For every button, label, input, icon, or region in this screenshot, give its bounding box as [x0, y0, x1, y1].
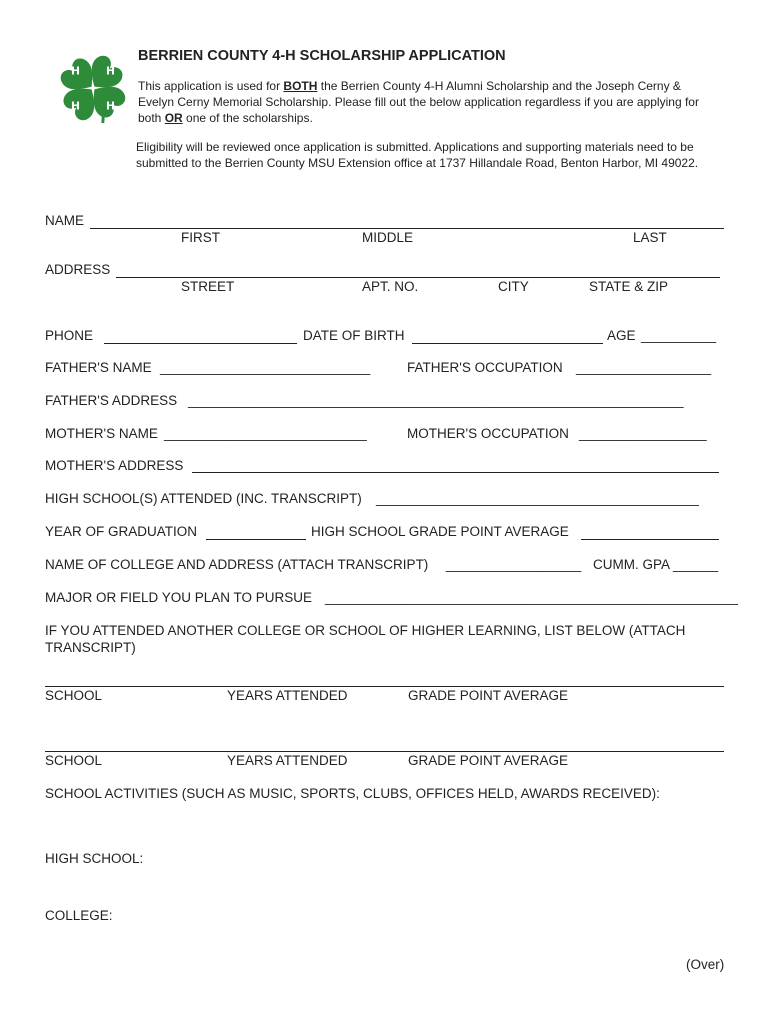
intro-paragraph: This application is used for BOTH the Berrien County 4-H Alumni Scholarship and the Joseph Cerny & Evelyn Cerny Memorial Scholarship. Please fill out the below application regardless if you are applying for both OR one of the scholarships. [138, 79, 699, 125]
row1-school-label: SCHOOL [45, 688, 103, 703]
address-field[interactable] [116, 277, 720, 278]
mothers-name-field[interactable]: ___________________________ [164, 426, 367, 441]
other-school-line-1[interactable] [45, 686, 724, 687]
year-graduation-field[interactable] [206, 539, 306, 540]
age-field[interactable]: __________ [641, 328, 717, 343]
mothers-occupation-label: MOTHER'S OCCUPATION [407, 426, 569, 441]
high-school-field[interactable]: ___________________________________________ [376, 491, 699, 506]
row2-years-label: YEARS ATTENDED [227, 753, 348, 768]
name-field[interactable] [90, 228, 724, 229]
address-city-label: CITY [498, 279, 529, 294]
cumm-gpa-field[interactable]: ______ [673, 557, 719, 572]
major-label: MAJOR OR FIELD YOU PLAN TO PURSUE [45, 590, 313, 605]
svg-text:H: H [70, 99, 80, 113]
mothers-address-label: MOTHER'S ADDRESS [45, 458, 184, 473]
address-state-zip-label: STATE & ZIP [589, 279, 669, 294]
hs-gpa-field[interactable] [581, 539, 719, 540]
name-last-label: LAST [633, 230, 667, 245]
other-school-line-2[interactable] [45, 751, 724, 752]
hs-gpa-label: HIGH SCHOOL GRADE POINT AVERAGE [311, 524, 569, 539]
svg-text:H: H [70, 64, 80, 78]
svg-text:H: H [106, 64, 116, 78]
row2-school-label: SCHOOL [45, 753, 103, 768]
high-school-label: HIGH SCHOOL(S) ATTENDED (INC. TRANSCRIPT) [45, 491, 362, 506]
other-college-instructions: IF YOU ATTENDED ANOTHER COLLEGE OR SCHOOL OF HIGHER LEARNING, LIST BELOW (ATTACH TRANSCRIPT) [45, 623, 686, 655]
cumm-gpa-label: CUMM. GPA [593, 557, 670, 572]
address-apt-label: APT. NO. [362, 279, 419, 294]
year-graduation-label: YEAR OF GRADUATION [45, 524, 198, 539]
fathers-occupation-field[interactable]: __________________ [576, 360, 712, 375]
name-first-label: FIRST [181, 230, 220, 245]
dob-label: DATE OF BIRTH [303, 328, 405, 343]
dob-field[interactable] [412, 343, 603, 344]
college-field[interactable]: __________________ [446, 557, 582, 572]
4h-clover-logo [54, 49, 132, 127]
fathers-address-field[interactable]: __________________________________________________________________ [188, 393, 684, 408]
row2-gpa-label: GRADE POINT AVERAGE [408, 753, 569, 768]
eligibility-paragraph: Eligibility will be reviewed once application is submitted. Applications and supporting materials need to be submitted to the Berrien County MSU Extension office at 1737 Hillandale Road, Benton Harbor, MI 49022. [136, 140, 699, 170]
mothers-occupation-field[interactable]: _________________ [579, 426, 707, 441]
activities-college-label: COLLEGE: [45, 908, 113, 923]
fathers-name-label: FATHER'S NAME [45, 360, 152, 375]
phone-label: PHONE [45, 328, 94, 343]
svg-text:H: H [106, 99, 116, 113]
mothers-name-label: MOTHER'S NAME [45, 426, 158, 441]
phone-field[interactable] [104, 343, 297, 344]
page-title: BERRIEN COUNTY 4-H SCHOLARSHIP APPLICATION [138, 48, 506, 64]
address-label: ADDRESS [45, 262, 111, 277]
address-street-label: STREET [181, 279, 235, 294]
row1-gpa-label: GRADE POINT AVERAGE [408, 688, 569, 703]
row1-years-label: YEARS ATTENDED [227, 688, 348, 703]
name-label: NAME [45, 213, 85, 228]
major-field[interactable]: _______________________________________________________ [325, 590, 738, 605]
college-label: NAME OF COLLEGE AND ADDRESS (ATTACH TRANSCRIPT) [45, 557, 429, 572]
fathers-name-field[interactable]: ____________________________ [160, 360, 371, 375]
age-label: AGE [607, 328, 636, 343]
over-note: (Over) [686, 957, 725, 972]
fathers-occupation-label: FATHER'S OCCUPATION [407, 360, 563, 375]
fathers-address-label: FATHER'S ADDRESS [45, 393, 178, 408]
mothers-address-field[interactable] [192, 472, 719, 473]
name-middle-label: MIDDLE [362, 230, 414, 245]
activities-label: SCHOOL ACTIVITIES (SUCH AS MUSIC, SPORTS, CLUBS, OFFICES HELD, AWARDS RECEIVED): [45, 786, 660, 801]
activities-high-school-label: HIGH SCHOOL: [45, 851, 144, 866]
